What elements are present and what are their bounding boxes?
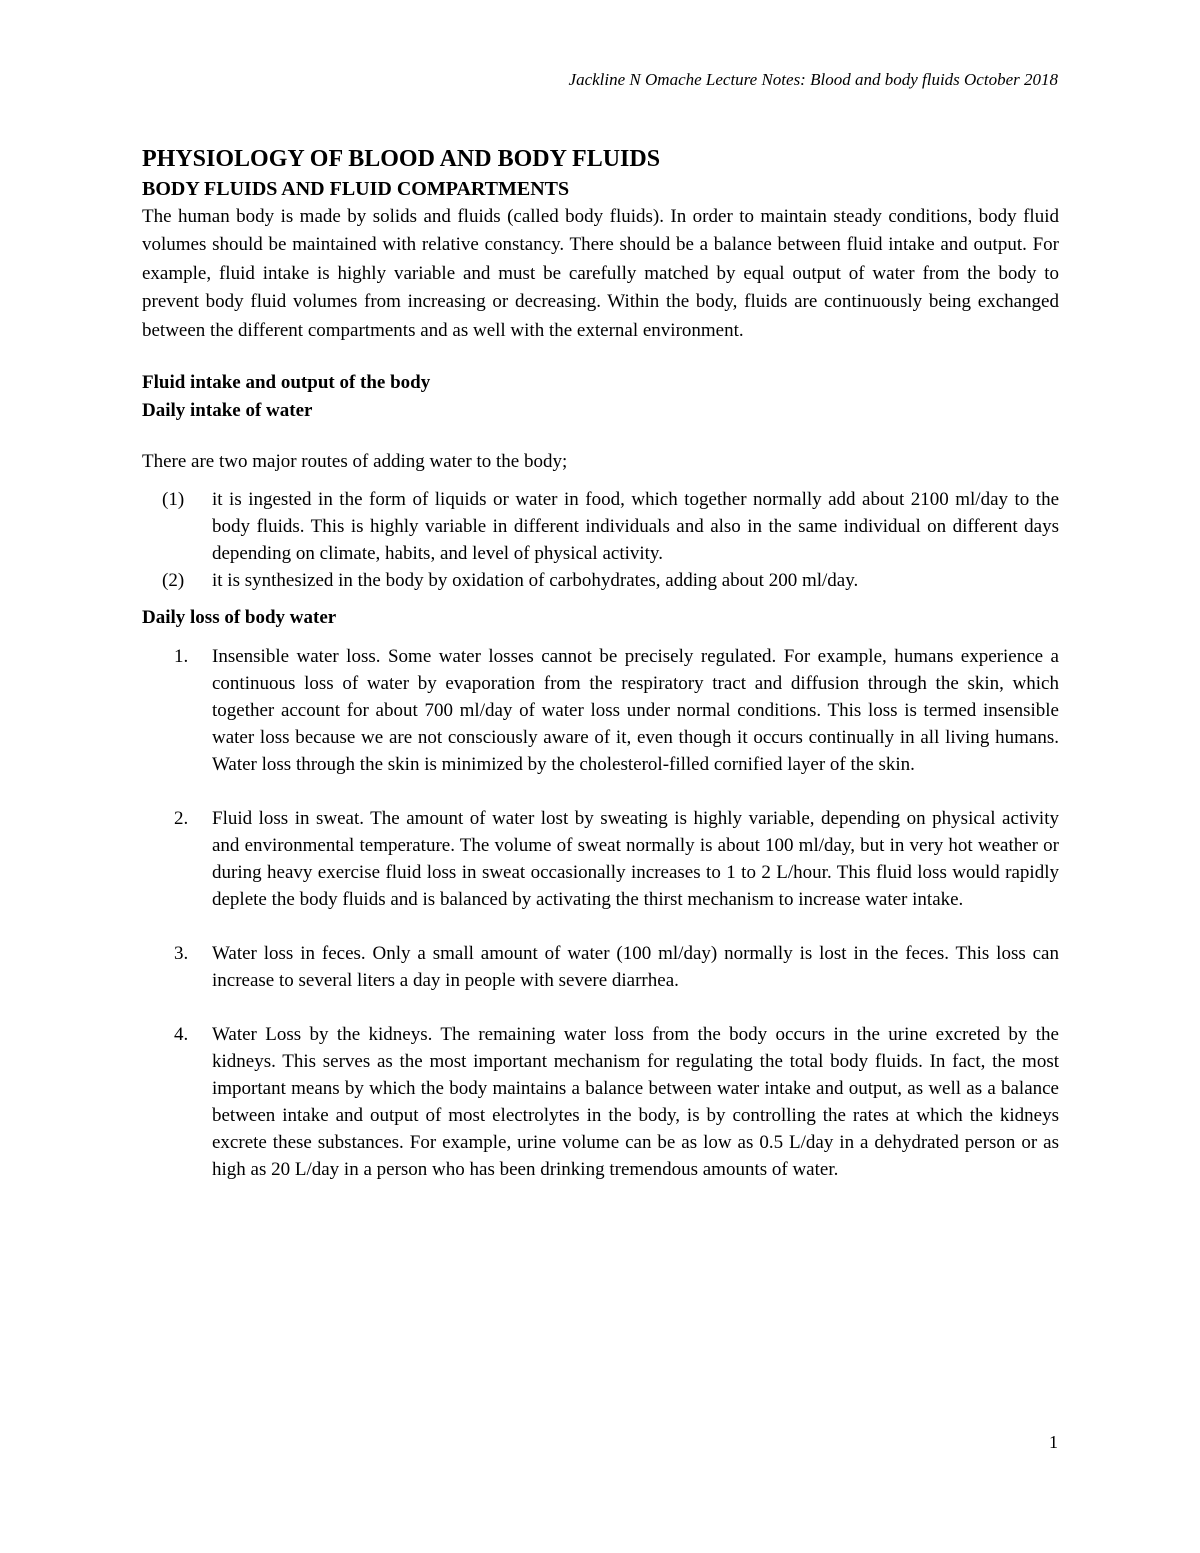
list-item bbox=[142, 643, 1059, 778]
list-item-text: Water Loss by the kidneys. The remaining water loss from the body occurs in the urine excreted by the kidneys. This serves as the most important mechanism for regulating the total body fluids. In fact, the most important means by which the body maintains a balance between water intake and output, as well as a balance between intake and output of most electrolytes in the body, is by controlling the rates at which the kidneys excrete these substances. For example, urine volume can be as low as 0.5 L/day in a dehydrated person or as high as 20 L/day in a person who has been drinking tremendous amounts of water. bbox=[212, 1023, 1059, 1180]
spacer bbox=[142, 426, 1059, 448]
list-item bbox=[142, 567, 1059, 594]
list-item bbox=[142, 486, 1059, 567]
list-marker: (1) bbox=[162, 489, 185, 511]
subheading-fluid-intake-output: Fluid intake and output of the body bbox=[142, 372, 431, 394]
list-item bbox=[142, 940, 1059, 994]
intro-paragraph: The human body is made by solids and fluids (called body fluids). In order to maintain steady conditions, body fluid volumes should be maintained with relative constancy. There should be a balance between fluid intake and output. For example, fluid intake is highly variable and must be carefully matched by equal output of water from the body to prevent body fluid volumes from increasing or decreasing. Within the body, fluids are continuously being exchanged between the different compartments and as well with the external environment. bbox=[142, 206, 1059, 341]
document-title: PHYSIOLOGY OF BLOOD AND BODY FLUIDS bbox=[142, 146, 661, 172]
running-header: Jackline N Omache Lecture Notes: Blood and body fluids October 2018 bbox=[568, 70, 1058, 89]
list-item bbox=[142, 1021, 1059, 1183]
list-item-text: it is synthesized in the body by oxidation of carbohydrates, adding about 200 ml/day. bbox=[212, 570, 859, 592]
water-loss-list bbox=[142, 643, 1059, 1183]
spacer bbox=[142, 633, 1059, 643]
page-number: 1 bbox=[1049, 1432, 1058, 1452]
subheading-daily-intake: Daily intake of water bbox=[142, 400, 313, 422]
list-marker: 2. bbox=[174, 807, 189, 829]
list-marker: (2) bbox=[162, 570, 185, 592]
list-item-text: Water loss in feces. Only a small amount of water (100 ml/day) normally is lost in the feces. This loss can increase to several liters a day in people with severe diarrhea. bbox=[212, 942, 1059, 991]
list-marker: 3. bbox=[174, 942, 189, 964]
subheading-daily-loss: Daily loss of body water bbox=[142, 607, 337, 629]
list-item-text: it is ingested in the form of liquids or water in food, which together normally add about 2100 ml/day to the body fluids. This is highly variable in different individuals and also in the same individual on different days depending on climate, habits, and level of physical activity. bbox=[212, 489, 1059, 565]
spacer bbox=[142, 476, 1059, 486]
spacer bbox=[142, 345, 1059, 369]
spacer bbox=[142, 594, 1059, 604]
list-item-text: Insensible water loss. Some water losses cannot be precisely regulated. For example, humans experience a continuous loss of water by evaporation from the respiratory tract and diffusion through the skin, which together account for about 700 ml/day of water loss under normal conditions. This loss is termed insensible water loss because we are not consciously aware of it, even though it occurs continually in all living humans. Water loss through the skin is minimized by the cholesterol-filled cornified layer of the skin. bbox=[212, 645, 1059, 775]
intake-intro: There are two major routes of adding water to the body; bbox=[142, 450, 568, 472]
list-marker: 1. bbox=[174, 645, 189, 667]
document-body bbox=[142, 143, 1059, 1183]
list-item bbox=[142, 805, 1059, 913]
list-marker: 4. bbox=[174, 1023, 189, 1045]
intake-routes-list bbox=[142, 486, 1059, 594]
section-heading-body-fluids: BODY FLUIDS AND FLUID COMPARTMENTS bbox=[142, 178, 570, 200]
list-item-text: Fluid loss in sweat. The amount of water lost by sweating is highly variable, depending on physical activity and environmental temperature. The volume of sweat normally is about 100 ml/day, but in very hot weather or during heavy exercise fluid loss in sweat occasionally increases to 1 to 2 L/hour. This fluid loss would rapidly deplete the body fluids and is balanced by activating the thirst mechanism to increase water intake. bbox=[212, 807, 1059, 910]
